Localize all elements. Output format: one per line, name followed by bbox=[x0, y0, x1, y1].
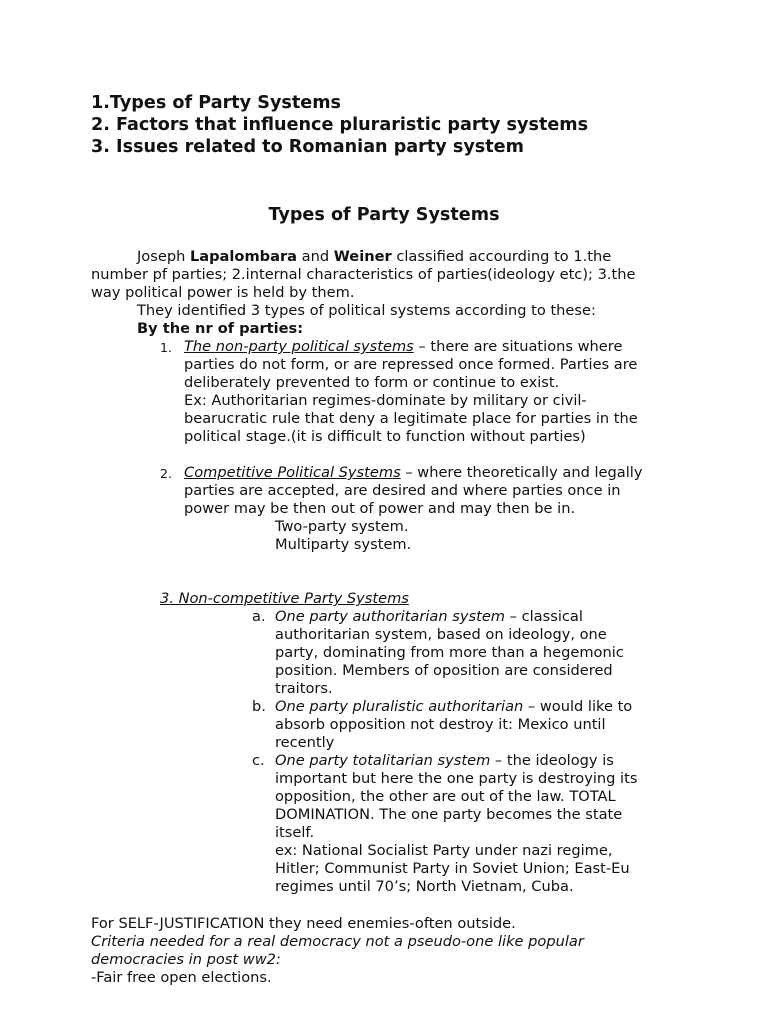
item3a-line-1 bbox=[275, 608, 583, 626]
item3c-line-7: Hitler; Communist Party in Soviet Union; East-Eu bbox=[275, 860, 630, 877]
item-text: – there are situations where bbox=[413, 338, 623, 355]
item3b-line-2: absorb opposition not destroy it: Mexico until bbox=[275, 716, 606, 733]
item3b-line-3: recently bbox=[275, 734, 335, 751]
intro-text: classified accourding to 1.the bbox=[391, 248, 612, 265]
author-name: Weiner bbox=[333, 248, 392, 265]
term: One party pluralistic authoritarian bbox=[275, 698, 524, 715]
item2-sub-2: Multiparty system. bbox=[275, 536, 412, 553]
item3a-line-4: position. Members of oposition are considered bbox=[275, 662, 613, 679]
intro-line-4: They identified 3 types of political systems according to these: bbox=[137, 302, 596, 319]
item3c-line-6: ex: National Socialist Party under nazi regime, bbox=[275, 842, 613, 859]
item3c-line-3: opposition, the other are out of the law. TOTAL bbox=[275, 788, 616, 805]
item1-line-1 bbox=[184, 338, 622, 356]
intro-text: and bbox=[297, 248, 334, 265]
item-text: – the ideology is bbox=[490, 752, 614, 769]
item-text: – classical bbox=[505, 608, 583, 625]
section-title: Types of Party Systems bbox=[268, 205, 500, 225]
intro-line-3: way political power is held by them. bbox=[91, 284, 355, 301]
item2-line-3: power may be then out of power and may then be in. bbox=[184, 500, 576, 517]
item3c-line-2: important but here the one party is destroying its bbox=[275, 770, 638, 787]
list-marker: b. bbox=[252, 698, 266, 715]
list-marker: c. bbox=[252, 752, 265, 769]
term: The non-party political systems bbox=[184, 338, 414, 355]
heading-1: 1.Types of Party Systems bbox=[91, 93, 342, 113]
intro-line-1 bbox=[137, 248, 611, 266]
item1-line-3: deliberately prevented to form or continue to exist. bbox=[184, 374, 560, 391]
item2-line-1 bbox=[184, 464, 642, 482]
author-name: Lapalombara bbox=[189, 248, 297, 265]
item1-line-2: parties do not form, or are repressed once formed. Parties are bbox=[184, 356, 638, 373]
term: Competitive Political Systems bbox=[184, 464, 401, 481]
intro-text: Joseph bbox=[137, 248, 190, 265]
list-number: 2. bbox=[160, 466, 172, 481]
item2-sub-1: Two-party system. bbox=[275, 518, 409, 535]
item3-heading: 3. Non-competitive Party Systems bbox=[160, 590, 409, 607]
closing-line-1: For SELF-JUSTIFICATION they need enemies-often outside. bbox=[91, 915, 516, 932]
heading-2: 2. Factors that influence pluraristic party systems bbox=[91, 115, 589, 135]
item3a-line-2: authoritarian system, based on ideology, one bbox=[275, 626, 607, 643]
item2-line-2: parties are accepted, are desired and where parties once in bbox=[184, 482, 621, 499]
item1-line-6: political stage.(it is difficult to function without parties) bbox=[184, 428, 586, 445]
closing-line-2: Criteria needed for a real democracy not a pseudo-one like popular bbox=[91, 933, 584, 950]
closing-line-3: democracies in post ww2: bbox=[91, 951, 281, 968]
term: One party authoritarian system bbox=[275, 608, 506, 625]
item3b-line-1 bbox=[275, 698, 632, 716]
intro-line-2: number pf parties; 2.internal characteristics of parties(ideology etc); 3.the bbox=[91, 266, 636, 283]
subheading: By the nr of parties: bbox=[137, 320, 304, 337]
item1-line-4: Ex: Authoritarian regimes-dominate by military or civil- bbox=[184, 392, 587, 409]
item3c-line-5: itself. bbox=[275, 824, 315, 841]
item1-line-5: bearucratic rule that deny a legitimate place for parties in the bbox=[184, 410, 638, 427]
closing-line-4: -Fair free open elections. bbox=[91, 969, 272, 986]
item-text: – where theoretically and legally bbox=[400, 464, 643, 481]
heading-3: 3. Issues related to Romanian party system bbox=[91, 137, 524, 157]
list-number: 1. bbox=[160, 340, 172, 355]
list-marker: a. bbox=[252, 608, 266, 625]
item3a-line-3: party, dominating from more than a hegemonic bbox=[275, 644, 624, 661]
item3c-line-8: regimes until 70’s; North Vietnam, Cuba. bbox=[275, 878, 574, 895]
item3c-line-4: DOMINATION. The one party becomes the state bbox=[275, 806, 623, 823]
item3c-line-1 bbox=[275, 752, 614, 770]
item-text: – would like to bbox=[523, 698, 633, 715]
item3a-line-5: traitors. bbox=[275, 680, 333, 697]
term: One party totalitarian system bbox=[275, 752, 491, 769]
